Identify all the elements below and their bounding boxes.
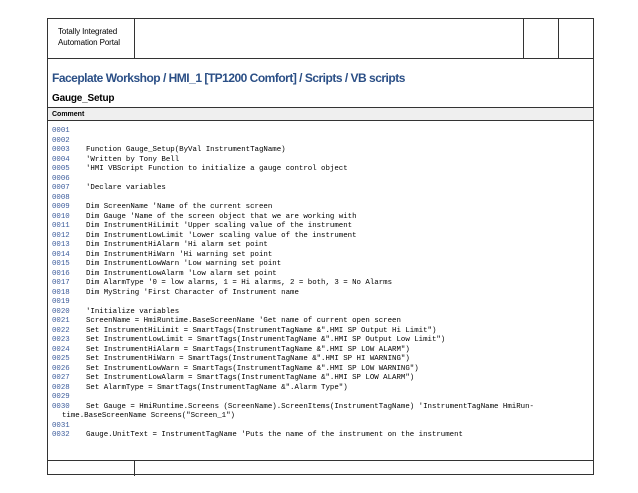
line-number: 0001 xyxy=(52,127,70,135)
header-cell xyxy=(559,19,595,58)
line-text: Gauge.UnitText = InstrumentTagName 'Puts the name of the instrument on the instrument xyxy=(86,431,463,439)
line-text: Dim InstrumentLowWarn 'Low warning set point xyxy=(86,260,282,268)
line-number: 0030 xyxy=(52,402,70,411)
line-text: Dim AlarmType '0 = low alarms, 1 = Hi alarms, 2 = both, 3 = No Alarms xyxy=(86,279,393,287)
code-line xyxy=(48,127,593,137)
portal-label-line1: Totally Integrated xyxy=(58,27,118,36)
line-number: 0008 xyxy=(52,193,70,202)
page-title: Faceplate Workshop / HMI_1 [TP1200 Comfort] / Scripts / VB scripts xyxy=(52,71,405,85)
code-listing xyxy=(48,127,593,441)
code-line xyxy=(48,260,593,270)
line-text: 'Written by Tony Bell xyxy=(86,155,180,164)
line-text: ScreenName = HmiRuntime.BaseScreenName 'Get name of current open screen xyxy=(86,317,401,325)
code-line xyxy=(48,384,593,394)
line-number: 0029 xyxy=(52,393,70,401)
code-line xyxy=(48,222,593,232)
page-header xyxy=(48,19,593,59)
line-number: 0019 xyxy=(52,298,70,306)
line-number: 0013 xyxy=(52,241,70,249)
header-cell xyxy=(524,19,559,58)
line-text: Set InstrumentLowWarn = SmartTags(InstrumentTagName &".HMI SP LOW WARNING") xyxy=(86,364,419,373)
line-number: 0015 xyxy=(52,260,70,268)
line-text: Set AlarmType = SmartTags(InstrumentTagName &".Alarm Type") xyxy=(86,383,348,392)
line-number: 0020 xyxy=(52,307,70,316)
code-line xyxy=(48,175,593,185)
line-text: Dim Gauge 'Name of the screen object that we are working with xyxy=(86,212,357,221)
line-text: Set Gauge = HmiRuntime.Screens (ScreenName).ScreenItems(InstrumentTagName) 'InstrumentTagName HmiRun- xyxy=(86,402,534,411)
document-frame xyxy=(47,18,594,475)
code-line xyxy=(48,279,593,289)
line-text: Dim InstrumentHiLimit 'Upper scaling value of the instrument xyxy=(86,222,353,230)
line-text: Dim ScreenName 'Name of the current screen xyxy=(86,203,273,211)
line-number: 0025 xyxy=(52,355,70,363)
line-number: 0016 xyxy=(52,269,70,278)
code-line xyxy=(48,422,593,432)
code-line xyxy=(48,213,593,223)
code-line xyxy=(48,232,593,242)
line-text: 'Declare variables xyxy=(86,184,166,192)
line-number: 0026 xyxy=(52,364,70,373)
line-text: Set InstrumentLowLimit = SmartTags(InstrumentTagName &".HMI SP Output Low Limit") xyxy=(86,336,446,344)
code-line xyxy=(48,146,593,156)
line-text: Function Gauge_Setup(ByVal InstrumentTagName) xyxy=(86,146,286,154)
line-number: 0032 xyxy=(52,431,70,439)
code-line xyxy=(48,241,593,251)
code-line xyxy=(48,308,593,318)
footer-cell xyxy=(48,461,135,476)
code-line xyxy=(48,336,593,346)
code-line xyxy=(48,431,593,441)
page-footer xyxy=(48,460,593,476)
line-number: 0023 xyxy=(52,336,70,344)
line-number: 0021 xyxy=(52,317,70,325)
line-text: Dim InstrumentHiWarn 'Hi warning set point xyxy=(86,250,273,259)
line-number: 0011 xyxy=(52,222,70,230)
line-number: 0012 xyxy=(52,231,70,240)
line-number: 0005 xyxy=(52,165,70,173)
line-text: 'HMI VBScript Function to initialize a gauge control object xyxy=(86,165,348,173)
header-cell xyxy=(135,19,524,58)
line-number: 0014 xyxy=(52,250,70,259)
code-line xyxy=(48,203,593,213)
line-number: 0017 xyxy=(52,279,70,287)
line-text: Set InstrumentHiWarn = SmartTags(InstrumentTagName &".HMI SP HI WARNING") xyxy=(86,355,410,363)
code-line xyxy=(48,327,593,337)
code-line xyxy=(48,194,593,204)
code-line xyxy=(48,393,593,403)
code-line xyxy=(48,403,593,413)
code-line xyxy=(48,317,593,327)
code-line xyxy=(48,156,593,166)
code-line xyxy=(48,137,593,147)
code-line xyxy=(48,270,593,280)
portal-label-line2: Automation Portal xyxy=(58,38,120,47)
line-number: 0004 xyxy=(52,155,70,164)
line-number: 0022 xyxy=(52,326,70,335)
code-line xyxy=(48,251,593,261)
line-number: 0002 xyxy=(52,136,70,145)
portal-label xyxy=(48,19,135,58)
line-number: 0027 xyxy=(52,374,70,382)
line-number: 0007 xyxy=(52,184,70,192)
code-line xyxy=(48,365,593,375)
line-text: Dim MyString 'First Character of Instrument name xyxy=(86,288,299,297)
line-text: Dim InstrumentHiAlarm 'Hi alarm set point xyxy=(86,241,268,249)
code-line xyxy=(48,355,593,365)
code-line xyxy=(48,346,593,356)
code-line xyxy=(48,184,593,194)
line-text: Dim InstrumentLowLimit 'Lower scaling value of the instrument xyxy=(86,231,357,240)
line-text: Set InstrumentHiLimit = SmartTags(InstrumentTagName &".HMI SP Output Hi Limit") xyxy=(86,326,437,335)
code-line xyxy=(48,298,593,308)
line-text: Dim InstrumentLowAlarm 'Low alarm set point xyxy=(86,269,277,278)
line-number: 0003 xyxy=(52,146,70,154)
line-number: 0024 xyxy=(52,345,70,354)
code-line xyxy=(48,289,593,299)
line-number: 0031 xyxy=(52,421,70,430)
line-text: Set InstrumentHiAlarm = SmartTags(InstrumentTagName &".HMI SP LOW ALARM") xyxy=(86,345,410,354)
line-number: 0010 xyxy=(52,212,70,221)
line-number: 0006 xyxy=(52,174,70,183)
line-number: 0009 xyxy=(52,203,70,211)
column-header: Comment xyxy=(48,108,593,121)
line-number: 0018 xyxy=(52,288,70,297)
code-line xyxy=(48,165,593,175)
line-text: 'Initialize variables xyxy=(86,307,180,316)
line-number: 0028 xyxy=(52,383,70,392)
code-line-continuation: time.BaseScreenName Screens("Screen_1") xyxy=(62,412,235,420)
code-line xyxy=(48,374,593,384)
line-text: Set InstrumentLowAlarm = SmartTags(InstrumentTagName &".HMI SP LOW ALARM") xyxy=(86,374,415,382)
script-name: Gauge_Setup xyxy=(52,93,115,104)
